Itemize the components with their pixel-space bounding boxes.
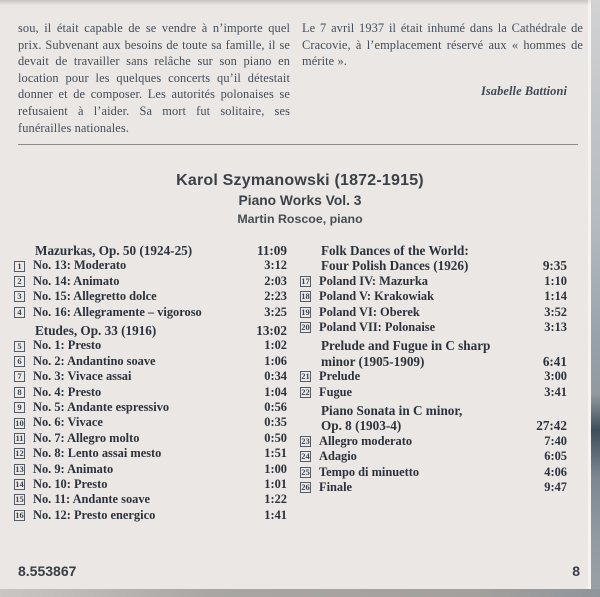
track-number-box: 4 xyxy=(14,307,25,318)
track-row xyxy=(14,492,287,507)
track-number-box: 9 xyxy=(14,402,25,413)
track-duration: 2:23 xyxy=(264,289,287,304)
track-duration: 1:00 xyxy=(264,461,287,476)
track-title: Finale xyxy=(319,479,353,494)
track-number-box: 16 xyxy=(15,509,24,520)
work-group xyxy=(300,403,567,495)
track-title: Allegro moderato xyxy=(319,433,413,448)
track-duration: 0:34 xyxy=(264,369,287,384)
track-title: No. 10: Presto xyxy=(33,476,108,491)
track-duration: 6:05 xyxy=(544,449,567,464)
track-number-box: 19 xyxy=(301,306,310,317)
intro-paragraph-left xyxy=(18,20,290,136)
track-title: No. 7: Allegro molto xyxy=(33,430,140,445)
scan-edge-bottom xyxy=(0,589,600,597)
track-title: Poland VI: Oberek xyxy=(319,304,420,319)
catalog-number: 8.553867 xyxy=(18,563,77,579)
track-duration: 0:35 xyxy=(264,415,287,430)
track-row xyxy=(300,274,567,289)
work-duration: 6:41 xyxy=(542,353,567,369)
track-title: Poland IV: Mazurka xyxy=(319,273,429,288)
track-duration: 0:50 xyxy=(264,430,287,445)
work-title: Op. 8 (1903-4) xyxy=(321,418,402,434)
track-number-box: 15 xyxy=(15,494,24,505)
track-number-box: 8 xyxy=(14,387,25,398)
track-duration: 3:25 xyxy=(264,304,287,319)
track-row xyxy=(14,354,287,369)
tracklist-left-column xyxy=(14,243,287,523)
track-number-box: 20 xyxy=(301,322,310,333)
work-group xyxy=(300,243,567,335)
track-row xyxy=(300,385,567,400)
track-row xyxy=(300,369,567,384)
track-row xyxy=(300,289,567,304)
track-duration: 1:10 xyxy=(544,273,567,288)
work-title-line xyxy=(300,338,567,353)
album-title: Piano Works Vol. 3 xyxy=(238,193,362,208)
work-group xyxy=(14,243,287,320)
work-duration: 27:42 xyxy=(536,418,567,434)
album-header xyxy=(0,172,600,226)
track-duration: 1:02 xyxy=(264,338,287,353)
track-title: No. 8: Lento assai mesto xyxy=(33,446,162,461)
track-duration: 3:41 xyxy=(544,384,567,399)
track-row xyxy=(14,385,287,400)
track-row xyxy=(300,320,567,335)
track-duration: 1:01 xyxy=(264,476,287,491)
work-title-line xyxy=(300,403,567,418)
track-row xyxy=(14,462,287,477)
track-row xyxy=(14,289,287,304)
track-title: No. 14: Animato xyxy=(33,273,120,288)
work-group xyxy=(14,323,287,523)
track-number-box: 13 xyxy=(15,463,24,474)
track-duration: 3:13 xyxy=(544,319,567,334)
track-title: Adagio xyxy=(319,449,357,464)
intro-text-right: Le 7 avril 1937 il était inhumé dans la Cathédrale de Cracovie, à l’emplacement réservé aux « hommes de mérite ». xyxy=(302,21,583,69)
track-row xyxy=(14,338,287,353)
work-duration: 11:09 xyxy=(256,243,287,258)
track-title: Prelude xyxy=(319,369,361,384)
work-title: Prelude and Fugue in C sharp xyxy=(321,338,491,354)
track-row xyxy=(14,508,287,523)
track-number-box: 3 xyxy=(14,291,25,302)
composer-title: Karol Szymanowski (1872-1915) xyxy=(176,172,424,189)
work-title-line xyxy=(14,323,287,338)
work-group xyxy=(300,338,567,400)
track-row xyxy=(14,369,287,384)
track-number-box: 22 xyxy=(301,386,310,397)
track-number-box: 26 xyxy=(301,482,310,493)
track-number-box: 5 xyxy=(14,341,25,352)
track-row xyxy=(14,415,287,430)
track-duration: 9:47 xyxy=(544,479,567,494)
tracklist-right-column xyxy=(300,243,567,495)
track-number-box: 7 xyxy=(14,371,25,382)
track-row xyxy=(300,305,567,320)
track-title: Fugue xyxy=(319,384,353,399)
track-number-box: 23 xyxy=(301,435,310,446)
track-title: No. 12: Presto energico xyxy=(33,507,156,522)
track-title: Poland V: Krakowiak xyxy=(319,289,434,304)
track-duration: 1:51 xyxy=(264,446,287,461)
track-duration: 1:04 xyxy=(264,384,287,399)
track-number-box: 18 xyxy=(301,291,310,302)
intro-paragraph-right xyxy=(302,20,583,99)
track-number-box: 1 xyxy=(14,261,25,272)
work-title-line xyxy=(300,258,567,273)
work-title: Piano Sonata in C minor, xyxy=(321,402,463,418)
track-duration: 3:00 xyxy=(544,369,567,384)
track-number-box: 12 xyxy=(15,448,24,459)
track-row xyxy=(300,449,567,464)
track-number-box: 21 xyxy=(301,371,310,382)
track-number-box: 10 xyxy=(15,417,24,428)
work-title: Four Polish Dances (1926) xyxy=(321,258,469,274)
track-duration: 1:22 xyxy=(264,492,287,507)
track-title: No. 9: Animato xyxy=(33,461,114,476)
track-title: Tempo di minuetto xyxy=(319,464,420,479)
work-duration: 13:02 xyxy=(256,322,287,338)
track-title: No. 5: Andante espressivo xyxy=(33,399,170,414)
work-duration: 9:35 xyxy=(542,258,567,274)
page-number: 8 xyxy=(572,563,580,579)
track-title: No. 16: Allegramente – vigoroso xyxy=(33,304,202,319)
track-title: No. 15: Allegretto dolce xyxy=(33,289,157,304)
track-title: No. 2: Andantino soave xyxy=(33,353,156,368)
track-duration: 1:41 xyxy=(264,507,287,522)
track-title: No. 13: Moderato xyxy=(33,258,127,273)
track-row xyxy=(300,465,567,480)
track-row xyxy=(14,400,287,415)
track-duration: 1:14 xyxy=(544,289,567,304)
track-row xyxy=(14,274,287,289)
track-duration: 0:56 xyxy=(264,399,287,414)
track-duration: 2:03 xyxy=(264,273,287,288)
track-row xyxy=(14,258,287,273)
track-title: Poland VII: Polonaise xyxy=(319,319,436,334)
track-title: No. 6: Vivace xyxy=(33,415,103,430)
track-duration: 1:06 xyxy=(264,353,287,368)
track-title: No. 1: Presto xyxy=(33,338,102,353)
track-duration: 7:40 xyxy=(544,433,567,448)
track-row xyxy=(300,480,567,495)
work-title: Folk Dances of the World: xyxy=(321,243,469,258)
work-title-line xyxy=(300,418,567,433)
track-duration: 3:12 xyxy=(264,258,287,273)
track-duration: 4:06 xyxy=(544,464,567,479)
work-title-line xyxy=(300,243,567,258)
track-row xyxy=(300,434,567,449)
performer-credit: Martin Roscoe, piano xyxy=(237,212,363,226)
work-title-line xyxy=(300,354,567,369)
track-number-box: 25 xyxy=(301,466,310,477)
scan-edge-top xyxy=(0,0,600,5)
scan-edge-right xyxy=(591,0,600,597)
track-duration: 3:52 xyxy=(544,304,567,319)
work-title: Etudes, Op. 33 (1916) xyxy=(35,322,157,338)
track-number-box: 6 xyxy=(14,356,25,367)
track-row xyxy=(14,305,287,320)
intro-text-left: sou, il était capable de se vendre à n’importe quel prix. Subvenant aux besoins de toute sa famille, il se devait de travailler sans relâche sur son piano en location pour les quelques concerts qu’il détestait donner et de composer. Les autorités polonaises se refusaient à l’aider. Sa mort fut solitaire, ses funérailles nationales. xyxy=(18,21,290,135)
track-title: No. 3: Vivace assai xyxy=(33,369,132,384)
track-number-box: 24 xyxy=(301,451,310,462)
track-title: No. 11: Andante soave xyxy=(33,492,151,507)
work-title-line xyxy=(14,243,287,258)
track-number-box: 11 xyxy=(15,432,24,443)
track-title: No. 4: Presto xyxy=(33,384,102,399)
track-row xyxy=(14,446,287,461)
track-row xyxy=(14,431,287,446)
author-signature: Isabelle Battioni xyxy=(480,83,567,98)
track-number-box: 17 xyxy=(301,276,310,286)
horizontal-divider xyxy=(18,144,578,145)
work-title: minor (1905-1909) xyxy=(321,353,425,369)
track-number-box: 2 xyxy=(14,276,25,287)
track-row xyxy=(14,477,287,492)
work-title: Mazurkas, Op. 50 (1924-25) xyxy=(35,243,193,258)
track-number-box: 14 xyxy=(15,479,24,490)
